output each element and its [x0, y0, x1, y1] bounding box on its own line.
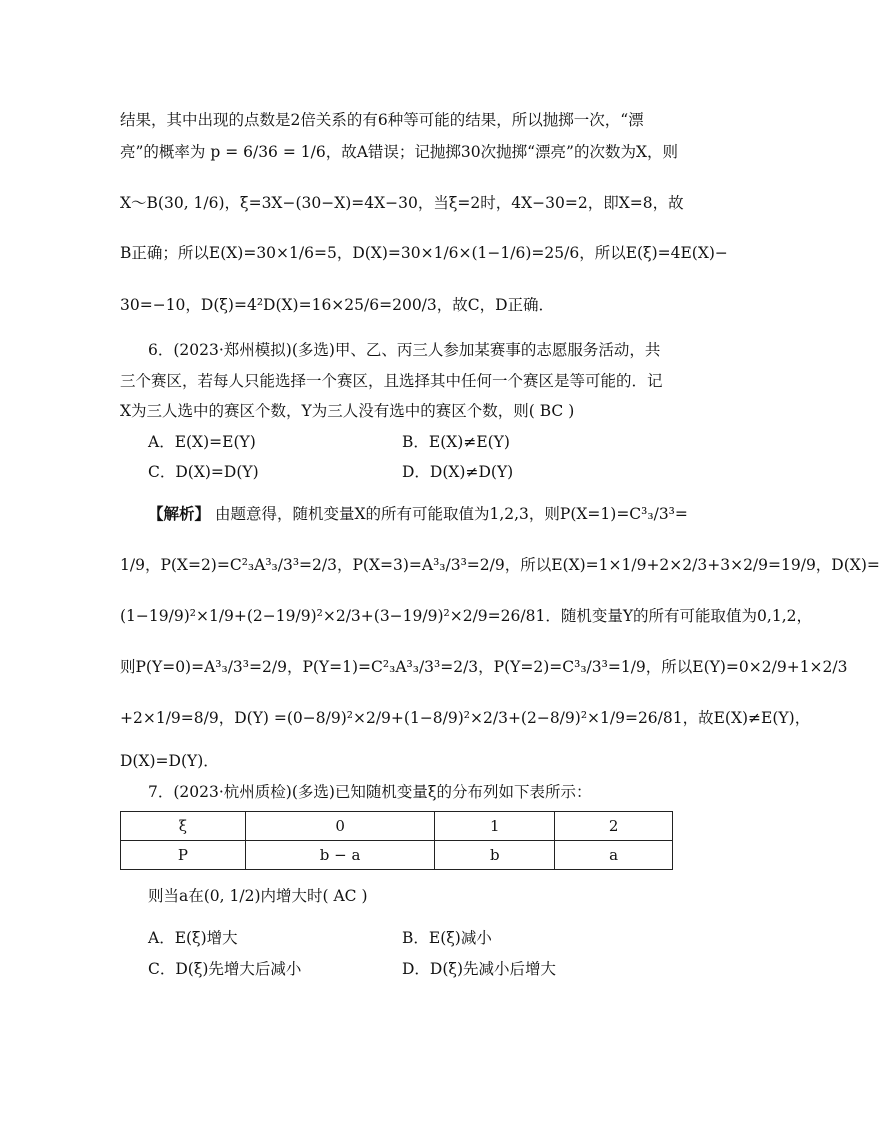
table-cell: ξ: [121, 812, 246, 841]
table-row: [121, 812, 673, 841]
solution-text: 由题意得，随机变量X的所有可能取值为1,2,3，则P(X=1)=C³₃/3³=: [210, 505, 688, 523]
q6-option-d: D．D(X)≠D(Y): [402, 463, 514, 481]
q6-stem-line: 三个赛区，若每人只能选择一个赛区，且选择其中任何一个赛区是等可能的．记: [120, 372, 663, 390]
table-cell: b − a: [245, 841, 435, 870]
q6-option-b: B．E(X)≠E(Y): [402, 433, 510, 451]
table-cell: P: [121, 841, 246, 870]
solution-tag: 【解析】: [148, 504, 211, 523]
text-line: X～B(30, 1/6)，ξ=3X−(30−X)=4X−30，当ξ=2时，4X−30=2，即X=8，故: [120, 194, 684, 212]
text-line: 亮”的概率为 p = 6/36 = 1/6，故A错误；记抛掷30次抛掷“漂亮”的次数为X，则: [120, 143, 679, 161]
solution-line: [148, 502, 688, 524]
q6-option-c: C．D(X)=D(Y): [148, 463, 259, 481]
q7-stem: 7．(2023·杭州质检)(多选)已知随机变量ξ的分布列如下表所示：: [148, 783, 592, 801]
q7-option-a: A．E(ξ)增大: [148, 929, 238, 947]
text-line: 30=−10，D(ξ)=4²D(X)=16×25/6=200/3，故C，D正确．: [120, 296, 555, 314]
solution-line: D(X)=D(Y)．: [120, 752, 219, 770]
table-cell: b: [435, 841, 555, 870]
text-line: B正确；所以E(X)=30×1/6=5，D(X)=30×1/6×(1−1/6)=25/6，所以E(ξ)=4E(X)−: [120, 244, 728, 262]
q6-stem-line: 6．(2023·郑州模拟)(多选)甲、乙、丙三人参加某赛事的志愿服务活动，共: [148, 341, 661, 359]
solution-line: 则P(Y=0)=A³₃/3³=2/9，P(Y=1)=C²₃A³₃/3³=2/3，P(Y=2)=C³₃/3³=1/9，所以E(Y)=0×2/9+1×2/3: [120, 658, 848, 676]
q7-question: 则当a在(0, 1/2)内增大时( AC ): [148, 887, 368, 905]
distribution-table: [120, 811, 673, 870]
q7-option-c: C．D(ξ)先增大后减小: [148, 960, 302, 978]
table-cell: 0: [245, 812, 435, 841]
q7-option-b: B．E(ξ)减小: [402, 929, 492, 947]
q6-stem-line: X为三人选中的赛区个数，Y为三人没有选中的赛区个数，则( BC ): [120, 402, 575, 420]
solution-line: (1−19/9)²×1/9+(2−19/9)²×2/3+(3−19/9)²×2/9=26/81．随机变量Y的所有可能取值为0,1,2，: [120, 607, 812, 625]
solution-line: 1/9，P(X=2)=C²₃A³₃/3³=2/3，P(X=3)=A³₃/3³=2/9，所以E(X)=1×1/9+2×2/3+3×2/9=19/9，D(X)=: [120, 556, 880, 574]
text-line: 结果，其中出现的点数是2倍关系的有6种等可能的结果，所以抛掷一次，“漂: [120, 111, 644, 129]
table-cell: a: [555, 841, 673, 870]
table-row: [121, 841, 673, 870]
q7-option-d: D．D(ξ)先减小后增大: [402, 960, 556, 978]
table-cell: 1: [435, 812, 555, 841]
table-cell: 2: [555, 812, 673, 841]
solution-line: +2×1/9=8/9，D(Y) =(0−8/9)²×2/9+(1−8/9)²×2/3+(2−8/9)²×1/9=26/81，故E(X)≠E(Y)，: [120, 709, 811, 727]
q6-option-a: A．E(X)=E(Y): [148, 433, 256, 451]
